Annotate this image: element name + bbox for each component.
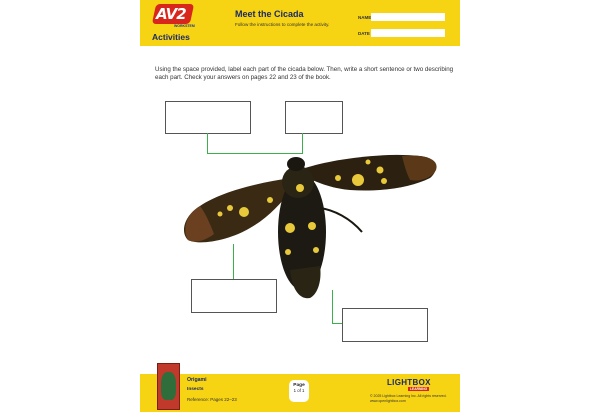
page-subtitle: Follow the instructions to complete the activity. [235,22,330,27]
head [287,157,305,171]
section-label: Activities [152,32,190,42]
worksheet-page [140,0,460,412]
cicada-image [140,0,460,412]
body-tip [290,266,321,298]
page-title: Meet the Cicada [235,9,304,19]
book-cover-art [161,372,176,400]
book-title: Origami [187,377,207,383]
lightbox-logo: LIGHTBOX [387,378,431,387]
name-label: NAME [358,15,372,20]
page-number: 1 of 1 [293,388,305,393]
copyright-text: © 2025 Lightbox Learning Inc. All rights reserved. www.openlightbox.com [370,394,447,403]
logo-subtext: WORKSTEM [174,24,195,28]
footer-bar [140,374,460,412]
page-badge [289,380,309,402]
date-label: DATE [358,31,370,36]
book-subtitle: Insects [187,387,204,392]
logo-text: AV2 [156,5,186,23]
instructions-text: Using the space provided, label each part of the cicada below. Then, write a short sentence or two describing each part. Check your answers on pages 22 and 23 of the book. [155,66,454,82]
lightbox-logo-sub: LEARNING [410,387,428,391]
page-label: Page [293,383,305,388]
book-cover-thumbnail[interactable] [157,363,180,410]
page-reference: Reference: Pages 22–23 [187,397,237,402]
leg [320,208,362,232]
